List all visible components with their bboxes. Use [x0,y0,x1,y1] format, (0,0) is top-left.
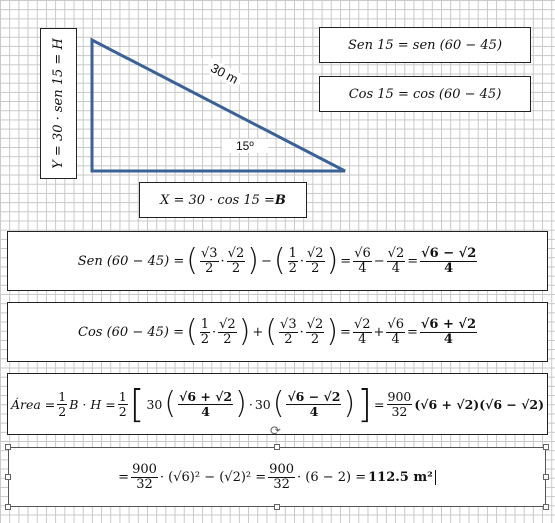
fraction: $\frac{√6}{4}$ [354,245,371,276]
dot-operator: · [248,396,253,412]
open-paren: ( [186,243,198,278]
right-triangle [92,40,345,171]
resize-handle-ml[interactable] [5,474,11,480]
resize-handle-tl[interactable] [5,444,11,450]
final-fraction: $\frac{√6 + √2}{4}$ [420,316,476,347]
fraction: $\frac{900}{32}$ [269,461,294,492]
sen-lhs: Sen (60 − 45) = [77,253,185,269]
equals-operator: = [340,324,351,340]
open-paren: ( [273,243,286,278]
hypotenuse-label: 30 m [205,58,245,89]
y-height-box [40,28,77,179]
close-paren: ) [326,314,339,349]
open-paren: ( [164,386,177,421]
equals-operator: = [374,396,385,412]
equals-operator: = [406,324,418,340]
cos-expansion-box [7,302,548,362]
area-lhs: Área = [10,396,56,412]
resize-handle-mr[interactable] [543,474,549,480]
resize-handle-tm[interactable] [274,444,280,450]
fraction: $\frac{1}{2}$ [288,245,297,276]
open-paren: ( [265,314,278,349]
close-bracket: ] [357,382,373,426]
fraction: $\frac{√6}{4}$ [387,316,404,347]
equals-operator: = [340,253,352,269]
cos15-box: Cos 15 = cos (60 − 45) [319,76,531,112]
sen15-box: Sen 15 = sen (60 − 45) [319,27,531,63]
fraction: $\frac{900}{32}$ [132,461,157,492]
open-bracket: [ [129,382,145,426]
area-bh: B · H = [69,396,116,412]
dot-operator: · [220,253,225,269]
final-fraction: $\frac{√6 - √2}{4}$ [421,245,477,276]
rotate-handle-icon[interactable]: ⟳ [270,424,281,439]
fraction: $\frac{√2}{2}$ [306,316,324,347]
dot-operator: · [212,324,217,340]
close-paren: ) [326,243,339,278]
result-middle: · (√6)² − (√2)² = [159,469,267,485]
open-paren: ( [272,386,285,421]
equals-operator: = [407,253,419,269]
result-box[interactable] [8,447,546,507]
thirty: 30 [146,396,163,412]
fraction: $\frac{√2}{2}$ [307,245,324,276]
fraction: $\frac{1}{2}$ [58,389,67,419]
fraction: $\frac{900}{32}$ [387,389,412,419]
area-tail: (√6 + √2)(√6 − √2) [414,396,545,412]
result-answer: 112.5 m² [368,469,433,485]
angle-label: 15º [222,139,268,153]
close-paren: ) [235,386,247,421]
resize-handle-bm[interactable] [274,504,280,510]
close-paren: ) [247,243,259,278]
resize-handle-bl[interactable] [5,504,11,510]
minus-operator: − [260,253,272,269]
fraction: $\frac{1}{2}$ [118,389,127,419]
resize-handle-tr[interactable] [543,444,549,450]
cos-lhs: Cos (60 − 45) = [78,324,184,340]
plus-operator: + [252,324,264,340]
plus-operator: + [373,324,385,340]
close-paren: ) [343,386,356,421]
fraction: $\frac{√3}{2}$ [200,245,218,276]
text-cursor [435,470,436,485]
x-base-prefix: X = 30 · cos 15 = [160,192,275,208]
fraction: $\frac{√6 - √2}{4}$ [287,389,341,419]
x-base-box [139,182,307,218]
open-paren: ( [186,314,198,349]
sen-expansion-box [7,231,548,291]
equals-operator: = [118,469,130,485]
y-height-text: Y = 30 · sen 15 = H [51,38,66,169]
dot-operator: · [299,253,304,269]
dot-operator: · [299,324,304,340]
fraction: $\frac{√6 + √2}{4}$ [179,389,233,419]
minus-operator: − [373,253,385,269]
fraction: $\frac{1}{2}$ [200,316,209,347]
fraction: $\frac{√2}{4}$ [387,245,405,276]
resize-handle-br[interactable] [543,504,549,510]
thirty: 30 [254,396,271,412]
fraction: $\frac{√3}{2}$ [280,316,297,347]
result-tail: · (6 − 2) = [297,469,367,485]
fraction: $\frac{√2}{2}$ [227,245,245,276]
close-paren: ) [238,314,251,349]
fraction: $\frac{√2}{2}$ [219,316,236,347]
x-base-result: B [274,192,286,208]
fraction: $\frac{√2}{4}$ [353,316,371,347]
